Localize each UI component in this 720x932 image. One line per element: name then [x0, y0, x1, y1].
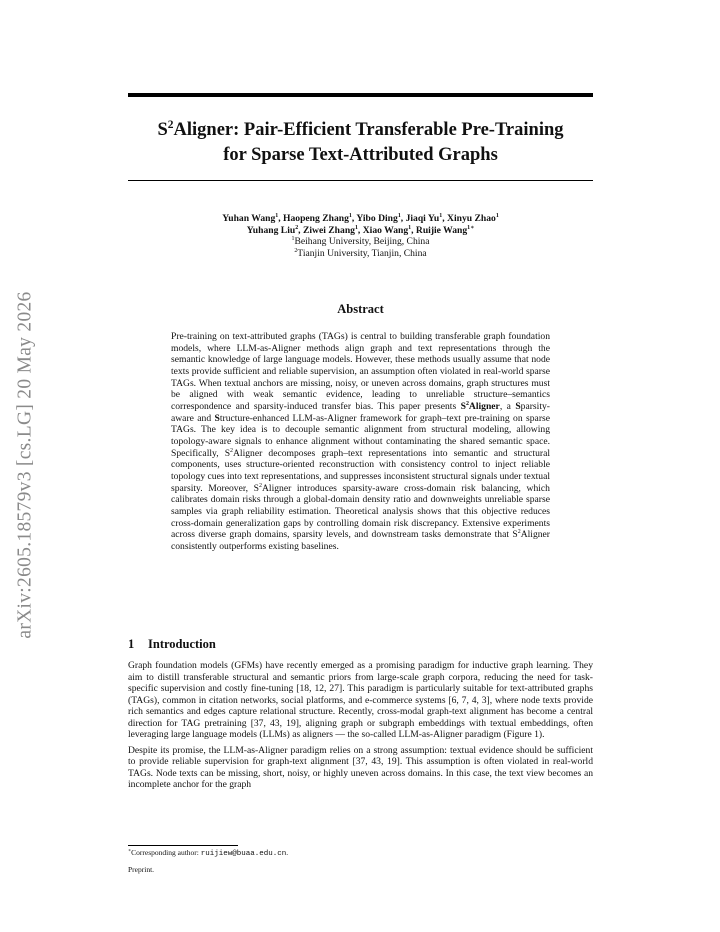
abstract-text: consistently outperforms existing baselines.	[171, 540, 339, 552]
author-name: Haopeng Zhang	[283, 213, 349, 224]
author-affiliation-mark: 1	[495, 212, 499, 219]
method-name-prefix: S	[512, 529, 518, 541]
author-name: Xinyu Zhao	[447, 213, 496, 224]
author-name: Ziwei Zhang	[302, 224, 355, 236]
title-top-rule	[128, 93, 593, 97]
abstract-text: parsity-aware and	[171, 400, 550, 424]
affiliation-1	[128, 236, 593, 248]
author-name: Yuhang Liu	[246, 224, 296, 236]
method-name: Aligner	[261, 482, 292, 494]
paper-title	[128, 118, 593, 168]
footnote-marker: ∗	[128, 848, 132, 854]
author-affiliation-mark: 1	[439, 212, 443, 219]
author-name: Ruijie Wang	[415, 224, 468, 236]
author-affiliation-mark: 2	[295, 224, 299, 231]
footnote-email[interactable]: ruijiew@buaa.edu.cn	[200, 850, 287, 858]
abstract-text: decomposes graph–text representations into semantic and structural components, uses structure-oriented reconstruction with consistency control to inject reliable topology cues into text representations, and suppresses inconsistent structural signals under textual sparsity. Moreover,	[171, 447, 550, 494]
affiliation-mark: 2	[294, 247, 298, 254]
author-name: Yibo Ding	[356, 213, 398, 224]
preprint-note: Preprint.	[128, 865, 155, 874]
abstract-text: tructure-enhanced LLM-as-Aligner framework for graph–text pre-training on sparse TAGs. The key idea is to decouple semantic alignment from structural modeling, allowing topology-aware signals to enhance alignment without contaminating the shared semantic space. Specifically,	[171, 412, 551, 459]
abstract-text: , a	[499, 400, 516, 412]
title-line-1: Aligner: Pair-Efficient Transferable Pre-Training	[173, 120, 564, 140]
method-name-superscript: 2	[517, 528, 521, 535]
arxiv-identifier: arXiv:2605.18579v3 [cs.LG] 20 May 2026	[15, 290, 36, 639]
author-affiliation-mark: 1	[397, 212, 401, 219]
affiliation-mark: 1	[291, 235, 295, 242]
acronym-letter: S	[214, 412, 220, 424]
title-prefix: S	[157, 120, 168, 140]
arxiv-side-stamp	[13, 257, 39, 672]
paragraph: Graph foundation models (GFMs) have recently emerged as a promising paradigm for inductive graph learning. They aim to distill transferable structural and semantic priors from large-scale graph corpora, reducing the need for task-specific supervision and costly fine-tuning [18, 12, 27]. This paradigm is particularly suitable for text-attributed graphs (TAGs), common in citation networks, social platforms, and e-commerce systems [6, 7, 4, 3], where node texts provide rich semantics and edges capture relational structure. Recently, cross-modal graph-text alignment has become a central direction for TAG pretraining [37, 43, 19], aligning graph or subgraph embeddings with textual embeddings, often leveraging large language models (LLMs) as aligners — the so-called LLM-as-Aligner paradigm (Figure 1).	[128, 660, 593, 741]
author-name: Xiao Wang	[362, 224, 409, 236]
affiliation-text: Beihang University, Beijing, China	[294, 236, 430, 247]
method-name: Aligner	[233, 447, 263, 459]
method-name-superscript: 2	[259, 482, 262, 489]
method-name-prefix: S	[224, 447, 231, 459]
footnote-suffix: .	[286, 848, 289, 857]
footnote-label: Corresponding author:	[131, 848, 201, 857]
title-bottom-rule	[128, 180, 593, 181]
author-affiliation-mark: 1	[354, 224, 358, 231]
affiliation-text: Tianjin University, Tianjin, China	[297, 247, 427, 259]
method-name-superscript: 2	[230, 447, 233, 454]
section-number: 1	[128, 637, 135, 651]
paragraph: Despite its promise, the LLM-as-Aligner paradigm relies on a strong assumption: textual evidence should be sufficient to provide reliable supervision for graph-text alignment [37, 43, 19]. This assumption is often violated in real-world TAGs. Node texts can be missing, short, noisy, or highly uneven across domains. In this case, the text view becomes an incomplete anchor for the graph	[128, 744, 593, 791]
method-name: Aligner	[520, 529, 550, 541]
author-name: Jiaqi Yu	[405, 213, 440, 224]
author-affiliation-mark: 1	[275, 212, 279, 219]
author-line-2: Yuhang Liu$^2$, Ziwei Zhang$^1$, Xiao Wang$^1$, Ruijie Wang$^{1∗}$	[246, 224, 475, 236]
method-name-superscript: 2	[465, 400, 469, 407]
method-name-prefix: S	[460, 400, 466, 412]
introduction-body	[128, 660, 593, 795]
method-name-prefix: S	[253, 482, 259, 494]
acronym-letter: S	[515, 400, 521, 412]
author-name: Yuhan Wang	[222, 213, 276, 224]
footnote-rule	[128, 845, 238, 846]
title-line-2: for Sparse Text-Attributed Graphs	[223, 145, 498, 165]
author-affiliation-mark: 1	[348, 212, 352, 219]
author-line-1: Yuhan Wang$^1$, Haopeng Zhang$^1$, Yibo Ding$^1$, Jiaqi Yu$^1$, Xinyu Zhao$^1$	[222, 212, 499, 224]
section-heading-introduction	[128, 637, 593, 652]
footnote	[128, 848, 593, 859]
section-title: Introduction	[148, 637, 216, 651]
abstract-text: Pre-training on text-attributed graphs (TAGs) is central to building transferable graph foundation models, where LLM-as-Aligner methods align graph and text representations through the semantic knowledge of large language models. However, these methods usually assume that node texts provide sufficient and reliable supervision, an assumption often violated in real-world sparse TAGs. When textual anchors are missing, noisy, or uneven across domains, graph structures must be aligned with weak semantic evidence, leading to unreliable structure–semantics correspondence and sparsity-induced transfer bias. This paper presents	[171, 331, 550, 412]
affiliation-2	[128, 248, 593, 260]
author-block	[128, 213, 593, 259]
abstract-body	[171, 331, 550, 552]
title-prefix-superscript: 2	[167, 118, 174, 131]
author-affiliation-mark: 1∗	[467, 224, 475, 231]
abstract-text: introduces sparsity-aware cross-domain risk balancing, which calibrates domain risks through a global-domain density ratio and downweights unreliable sparse samples via graph reliability estimation. Theoretical analysis shows that this objective reduces cross-domain generalization gaps by controlling domain risk discrepancy. Extensive experiments across diverse graph domains, sparsity levels, and downstream tasks demonstrate that	[171, 482, 550, 541]
abstract-heading: Abstract	[337, 302, 384, 316]
author-affiliation-mark: 1	[408, 224, 412, 231]
method-name: Aligner	[468, 400, 500, 412]
